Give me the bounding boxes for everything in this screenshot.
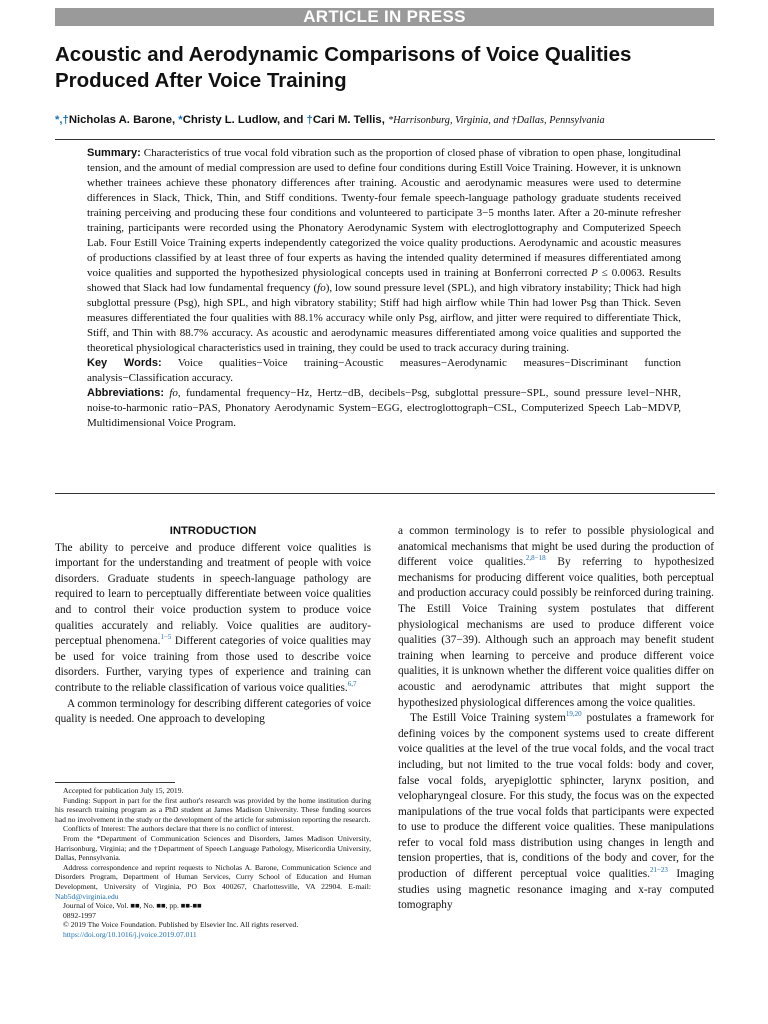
author-affiliations: *Harrisonburg, Virginia, and †Dallas, Pennsylvania: [387, 115, 605, 126]
abbrev-fo: fo: [169, 387, 178, 399]
abstract-block: [87, 146, 681, 431]
article-in-press-banner: ARTICLE IN PRESS: [55, 8, 714, 26]
citation-2-8-18[interactable]: 2,8−18: [525, 554, 546, 563]
author-name-1[interactable]: Nicholas A. Barone,: [68, 114, 179, 126]
summary-paragraph: [87, 146, 681, 356]
doi-link[interactable]: https://doi.org/10.1016/j.jvoice.2019.07.011: [63, 929, 197, 939]
citation-21-23[interactable]: 21−23: [649, 866, 668, 875]
abbreviations-text: , fundamental frequency−Hz, Hertz−dB, decibels−Psg, subglottal pressure−SPL, sound pressure level−NHR, noise-to-harmonic ratio−PAS, Phonatory Aerodynamic System−EGG, electroglottograph−CSL, Computerized Speech Lab−MDVP, Multidimensional Voice Program.: [87, 387, 682, 429]
right-column: [398, 524, 714, 914]
summary-fo: fo: [317, 282, 326, 294]
footnote-address: Address correspondence and reprint requests to Nicholas A. Barone, Communication Science and Disorders Program, Department of Human Services, Curry School of Education and Human Development, University of Virginia, PO Box 400267, Charlottesville, VA 22904. E-mail:: [55, 862, 371, 891]
author-mark-2: *: [178, 114, 183, 126]
author-mark-3: †: [306, 114, 313, 126]
title-line-2: Produced After Voice Training: [55, 69, 347, 92]
article-title: [55, 42, 715, 94]
right-p1-text-a: a common terminology is to refer to possible physiological and anatomical mechanisms that might be used during the production of different voice qualities.: [398, 525, 714, 569]
summary-label: Summary:: [87, 147, 141, 159]
right-paragraph-2: [398, 711, 714, 914]
summary-text-a: Characteristics of true vocal fold vibration such as the proportion of closed phase of vibration to open phase, longitudinal tension, and the amount of medial compression are used to define four conditions during Estill Voice Training. However, it is unknown whether trainees achieve these phonatory differences after training. Acoustic and aerodynamic measures were used to determine differences in Slack, Thick, Thin, and Stiff conditions. Twenty-four female speech-language pathology graduate students received training perceiving and producing these four conditions and volunteered to participate 3−5 months later. After a 20-minute refresher training, participants were recorded using the Phonatory Aerodynamic System with electroglottography and Computerized Speech Lab. Four Estill Voice Training experts independently categorized the voice quality productions. Aerodynamic and acoustic measures of productions classified by at least three of four experts as having the intended quality determined if measures differentiated among voice qualities and supported the hypothesized physiological concepts used in training at Bonferroni corrected: [87, 147, 681, 279]
footnote-accepted: Accepted for publication July 15, 2019.: [63, 786, 184, 795]
citation-6-7[interactable]: 6,7: [347, 680, 357, 689]
abbreviations-paragraph: [87, 386, 681, 431]
footnote-rule: [55, 782, 175, 783]
author-name-2[interactable]: Christy L. Ludlow, and: [182, 114, 307, 126]
citation-19-20[interactable]: 19,20: [565, 710, 582, 719]
left-column: [55, 524, 371, 728]
author-mark-1: *,†: [55, 114, 69, 126]
summary-text-b: ≤ 0.0063. Results showed that Slack had low fundamental frequency (: [87, 267, 682, 294]
footnote-conflicts: Conflicts of Interest: The authors declare that there is no conflict of interest.: [63, 824, 294, 834]
right-p2-text-c: Imaging studies using magnetic resonance imaging and x-ray computed tomography: [398, 868, 714, 912]
abstract-top-rule: [55, 139, 715, 140]
right-p1-text-b: By referring to hypothesized mechanisms for producing different voice qualities, both perceptual and production accuracy could possibly be reinforced during training. The Estill Voice Training system postulates that different physiological mechanisms are used to produce different voice qualities (37−39). Although such an approach may benefit student training when learning to perceive and produce different voice qualities, it is unknown whether the different voice qualities differ on acoustic and aerodynamic attributes that might support the hypothesized physiological differences among the voice qualities.: [398, 556, 714, 709]
abbreviations-label: Abbreviations:: [87, 387, 165, 399]
author-name-3[interactable]: Cari M. Tellis,: [312, 114, 388, 126]
intro-p1-text-a: The ability to perceive and produce different voice qualities is important for the understanding and treatment of people with voice disorders. Graduate students in speech-language pathology are required to learn to perceptually differentiate between voice qualities and to control their voice production system to produce voice qualities accurately and reliably. Voice qualities are auditory-perceptual phenomena.: [55, 541, 371, 648]
intro-paragraph-2: A common terminology for describing different categories of voice quality is needed. One approach to developing: [55, 697, 371, 726]
introduction-heading: INTRODUCTION: [169, 525, 257, 537]
citation-1-5[interactable]: 1−5: [160, 633, 172, 642]
right-paragraph-1: [398, 524, 714, 711]
author-email-link[interactable]: Nab5d@virginia.edu: [55, 891, 119, 901]
keywords-text: Voice qualities−Voice training−Acoustic measures−Aerodynamic measures−Discriminant function analysis−Classification accuracy.: [87, 357, 681, 384]
keywords-label: Key Words:: [87, 357, 162, 369]
summary-text-c: ), low sound pressure level (SPL), and high vibratory instability; Thick had high subglottal pressure (Psg), high SPL, and high vibratory stability; Stiff had high airflow while Thin had lower Psg than Thick. Seven measures differentiated the four qualities with 88.1% accuracy while only Psg, airflow, and jitter were required to differentiate Thick, Stiff, and Thin with 88.7% accuracy. As acoustic and aerodynamic measures differentiated among voice qualities and supported the theoretical physiological characteristics used in training, they could be used to track accuracy during training.: [87, 282, 681, 354]
right-p2-text-b: postulates a framework for defining voices by the component systems used to create different voice qualities at the level of the true vocal folds, and the vocal tract including, but not limited to the true vocal folds: body and cover, false vocal folds, aryepiglottic sphincter, larynx position, and velopharyngeal closure. For this study, the focus was on the expected manipulations of the true vocal folds that participants were expected to use to produce the different voice qualities. These manipulations refer to vocal fold mass distribution using changes in length and tension properties, that is, conditions of the body and cover, for the production of different perceptual voice qualities.: [398, 712, 714, 881]
footnote-copyright: © 2019 The Voice Foundation. Published by Elsevier Inc. All rights reserved.: [63, 920, 299, 930]
footnotes-block: [55, 786, 371, 940]
keywords-paragraph: [87, 356, 681, 386]
footnote-affiliations: From the *Department of Communication Sciences and Disorders, James Madison University, Harrisonburg, Virginia; and the †Department of Speech Language Pathology, Misericordia University, Dallas, Pennsylvania.: [55, 833, 371, 863]
abstract-bottom-rule: [55, 493, 715, 494]
intro-p1-text-b: Different categories of voice qualities may be used for voice training from those used to describe voice disorders. Further, varying types of experience and training can contribute to the reliable classification of various voice qualities.: [55, 635, 372, 694]
footnote-correspondence: [55, 863, 371, 901]
summary-p-symbol: P: [591, 267, 598, 279]
title-line-1: Acoustic and Aerodynamic Comparisons of Voice Qualities: [55, 43, 632, 66]
footnote-funding: Funding: Support in part for the first author's research was provided by the home institution during his research training program as a PhD student at James Madison University. These funding sources had no involvement in the study or the development of the article for submission reporting the research.: [55, 795, 371, 824]
author-line: [55, 113, 715, 128]
right-p2-text-a: The Estill Voice Training system: [410, 712, 566, 725]
footnote-issn: 0892-1997: [63, 910, 96, 920]
intro-paragraph-1: [55, 541, 371, 697]
footnote-journal: Journal of Voice, Vol. ■■, No. ■■, pp. ■■-■■: [63, 901, 202, 911]
